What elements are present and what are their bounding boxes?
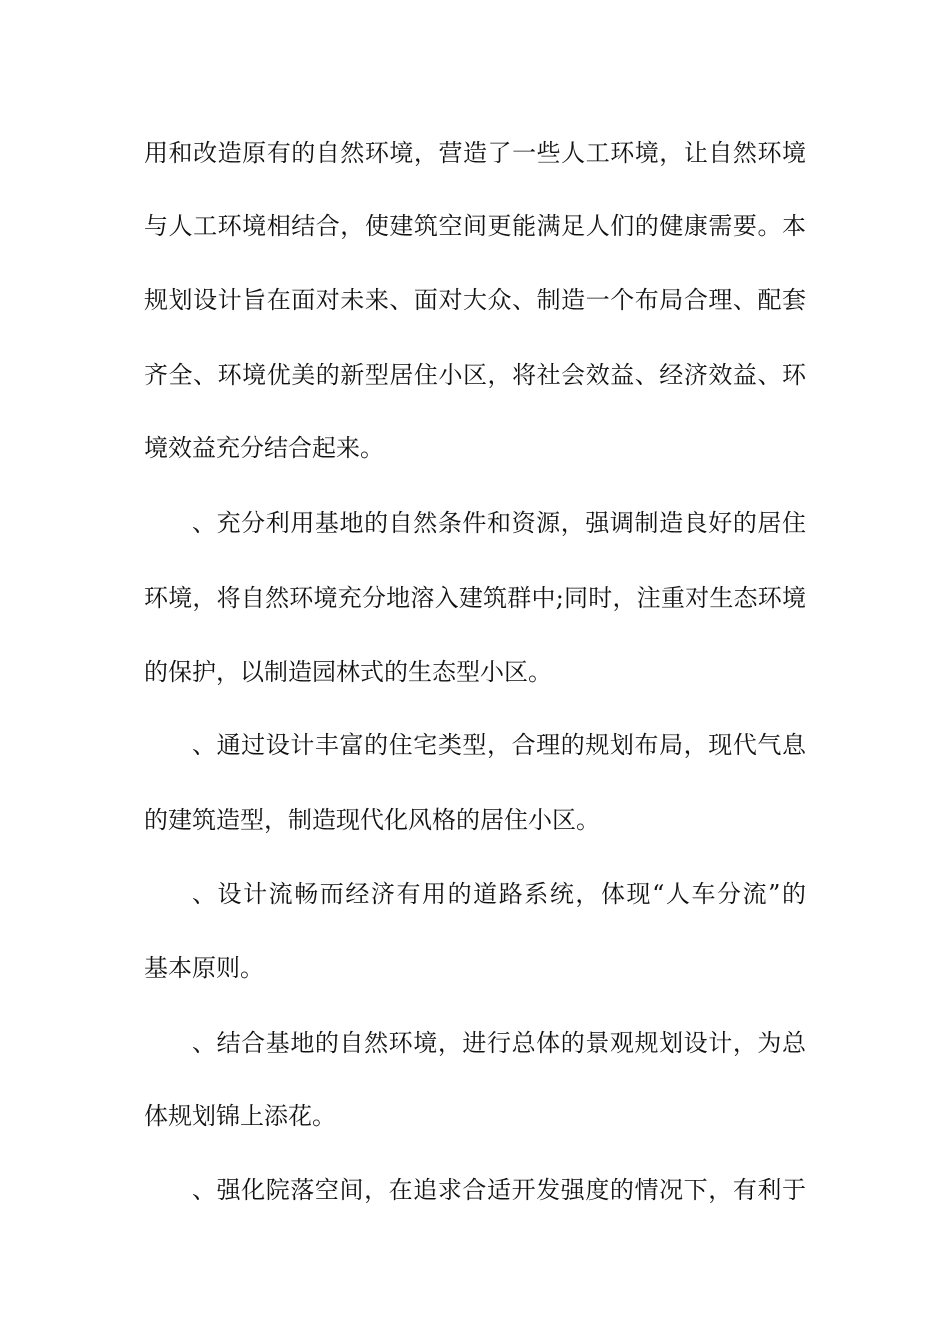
text-line: 、通过设计丰富的住宅类型，合理的规划布局，现代气息 (192, 731, 806, 759)
text-line: 与人工环境相结合，使建筑空间更能满足人们的健康需要。本 (144, 212, 806, 240)
text-line: 境效益充分结合起来。 (144, 434, 384, 462)
text-line: 、结合基地的自然环境，进行总体的景观规划设计，为总 (192, 1029, 806, 1057)
text-line: 、强化院落空间，在追求合适开发强度的情况下，有利于 (192, 1176, 806, 1204)
text-line: 、充分利用基地的自然条件和资源，强调制造良好的居住 (192, 509, 806, 537)
text-line: 的保护，以制造园林式的生态型小区。 (144, 658, 552, 686)
text-line: 、设计流畅而经济有用的道路系统，体现“人车分流”的 (192, 880, 806, 908)
text-line: 的建筑造型，制造现代化风格的居住小区。 (144, 806, 600, 834)
text-line: 规划设计旨在面对未来、面对大众、制造一个布局合理、配套 (144, 286, 806, 314)
text-line: 体规划锦上添花。 (144, 1102, 336, 1130)
text-line: 环境，将自然环境充分地溶入建筑群中;同时，注重对生态环境 (144, 584, 806, 612)
text-line: 基本原则。 (144, 954, 264, 982)
text-line: 用和改造原有的自然环境，营造了一些人工环境，让自然环境 (144, 139, 806, 167)
text-line: 齐全、环境优美的新型居住小区，将社会效益、经济效益、环 (144, 361, 806, 389)
